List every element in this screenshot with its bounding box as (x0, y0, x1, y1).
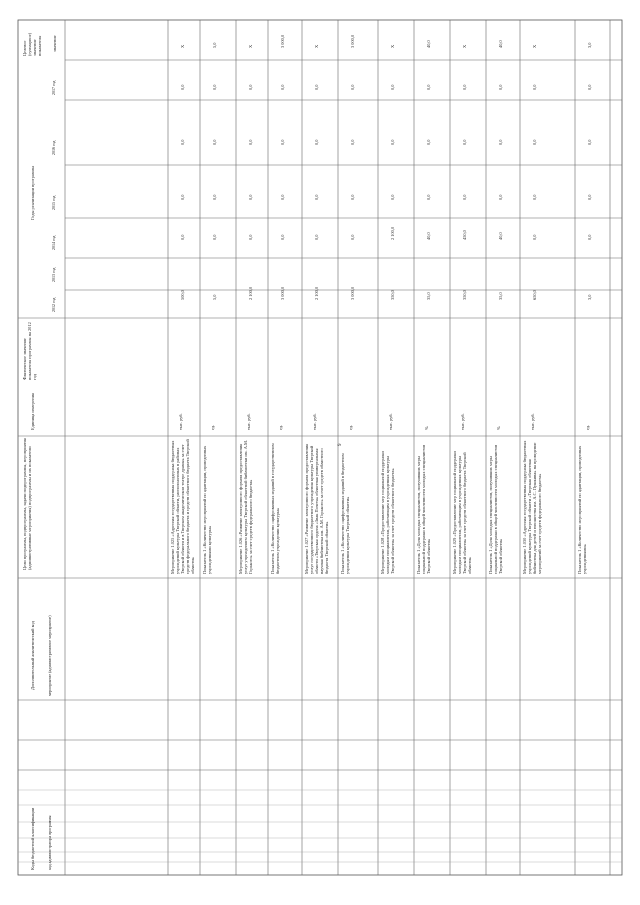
year-2017: 2017 год (51, 80, 56, 95)
table-row-value: 0,0 (212, 234, 217, 240)
table-row-text: Мероприятие 1.025 «Адресная государственная поддержка бюджетных учреждений культуры Тверской области, расположенных в районах Тверской области и в Тверском академическом театре драмы» за счет средств федерального бюджета и средств областного бюджета Тверской области» (170, 439, 196, 574)
table-row-target: 5,0 (212, 42, 217, 48)
table-row-text: Мероприятие 1.029 «Предоставление мер социальной поддержки молодым специалистам, работающим в учреждениях культуры Тверской области» за счет средств областного бюджета Тверской области» (452, 451, 473, 574)
table-row-value: 500,0 (180, 290, 185, 300)
table-row-target: Х (314, 44, 319, 48)
table-row-text: Показатель 1 «Количество оцифрованных изданий в бюджетном учреждении культуры Тверской области» (340, 453, 351, 574)
table-row-value: 0,0 (212, 84, 217, 90)
table-row-value: 0,0 (280, 139, 285, 145)
table-row-unit: ед. (210, 424, 215, 430)
table-row-value: 5,0 (212, 294, 217, 300)
table-row-value: 35,0 (498, 292, 503, 300)
table-row-value: 0,0 (532, 234, 537, 240)
table-row-value: 0,0 (390, 194, 395, 200)
table-row-value: 0,0 (426, 84, 431, 90)
year-2012: 2012 год (51, 297, 56, 312)
table-row-unit: % (496, 426, 501, 430)
table-row-value: 0,0 (280, 234, 285, 240)
table-row-value: 0,0 (280, 194, 285, 200)
table-row-value: 2 100,0 (390, 226, 395, 240)
table-row-target: 3,0 (587, 42, 592, 48)
table-row-value: 350,0 (462, 290, 467, 300)
table-row-target: Х (532, 44, 537, 48)
table-row-value: 0,0 (462, 194, 467, 200)
table-row-value: 0,0 (498, 194, 503, 200)
table-row-value: 0,0 (587, 234, 592, 240)
table-row-unit: тыс. руб. (388, 413, 393, 430)
table-row-value: 0,0 (248, 194, 253, 200)
table-row-text: Мероприятие 1.027 «Развитие электронного формата предоставления услуг государственного бюджетного учреждения культуры Тверской области «Тверская ордена «Знак Почета» областная универсальная научная библиотека им. А.М. Горького» за счет средств областного бюджета Тверской области» (304, 443, 330, 574)
table-row-value: 35,0 (426, 292, 431, 300)
table-row-value: 0,0 (314, 194, 319, 200)
table-row-value: 0,0 (587, 139, 592, 145)
table-row-unit: тыс. руб. (246, 413, 251, 430)
table-row-value: 40,0 (426, 232, 431, 240)
table-row-text: Показатель 1 «Доля молодых специалистов, получивших меры социальной поддержки в общей численности молодых специалистов Тверской области» (416, 444, 432, 574)
table-row-value: 0,0 (248, 139, 253, 145)
header-measure: мероприятие (административное мероприятие) (47, 615, 52, 696)
table-row-target: Х (390, 44, 395, 48)
table-row-value: 0,0 (212, 194, 217, 200)
table-row-value: 450,0 (462, 230, 467, 240)
page-number: 9 (338, 443, 343, 446)
table-row-value: 0,0 (390, 84, 395, 90)
table-row-value: 40,0 (498, 232, 503, 240)
table-row-value: 0,0 (462, 84, 467, 90)
table-row-value: 0,0 (180, 139, 185, 145)
table-row-value: 0,0 (212, 139, 217, 145)
table-row-target: 40,0 (498, 40, 503, 48)
table-row-value: 0,0 (532, 139, 537, 145)
table-row-value: 650,0 (532, 290, 537, 300)
table-row-value: 0,0 (180, 84, 185, 90)
table-row-value: 0,0 (314, 234, 319, 240)
table-row-value: 350,0 (390, 290, 395, 300)
table-row-text: Мероприятие 1.028 «Предоставление мер социальной поддержки молодым специалистам, работающим в учреждениях культуры Тверской области» за счет средств областного бюджета» (380, 451, 396, 574)
table-row-value: 0,0 (248, 84, 253, 90)
table-row-value: 0,0 (314, 84, 319, 90)
table-row-value: 0,0 (180, 234, 185, 240)
table-row-value: 0,0 (350, 139, 355, 145)
table-row-target: Х (180, 44, 185, 48)
table-row-value: 0,0 (248, 234, 253, 240)
table-row-value: 2 100,0 (314, 286, 319, 300)
table-row-text: Показатель 1 «Количество мероприятий по адаптации, проведенных учреждениями» (577, 445, 588, 574)
header-budget-classification: Коды бюджетной классификации (30, 807, 35, 870)
header-fact-2012: Фактическое значение показателя программы на 2012 год (22, 322, 38, 380)
table-row-value: 0,0 (462, 139, 467, 145)
table-row-unit: ед. (278, 424, 283, 430)
table-row-target: Х (248, 44, 253, 48)
table-row-value: 0,0 (498, 84, 503, 90)
table-row-value: 0,0 (532, 84, 537, 90)
table-row-text: Мероприятие 1.030 «Адресная государственная поддержка бюджетных учреждений культуры Тверской области «Тверская областная библиотека для детей и юношества им. А.С. Пушкина» на проведение мероприятий за счет средств федерального бюджета» (522, 440, 543, 574)
header-program-classifier: Дополнительный аналитический код (30, 621, 35, 690)
header-target-value: значение (52, 35, 57, 52)
table-row-value: 0,0 (314, 139, 319, 145)
table-row-value: 0,0 (180, 194, 185, 200)
table-row-value: 0,0 (532, 194, 537, 200)
header-target: Целевое (суммарное) значение показателя (22, 32, 43, 56)
table-row-value: 0,0 (390, 139, 395, 145)
header-admin-code: код администратора программы (47, 815, 52, 870)
table-row-target: 3 000,0 (280, 34, 285, 48)
table-row-value: 3 000,0 (280, 286, 285, 300)
table-row-target: Х (462, 44, 467, 48)
table-row-value: 3,0 (587, 294, 592, 300)
year-2015: 2015 год (51, 195, 56, 210)
table-row-unit: ед. (348, 424, 353, 430)
table-row-value: 0,0 (350, 234, 355, 240)
table-row-value: 0,0 (350, 194, 355, 200)
table-row-value: 0,0 (350, 84, 355, 90)
year-2014: 2014 год (51, 235, 56, 250)
table-row-value: 0,0 (426, 139, 431, 145)
year-2013: 2013 год (51, 267, 56, 282)
table-row-target: 40,0 (426, 40, 431, 48)
table-row-value: 3 000,0 (350, 286, 355, 300)
table-row-unit: тыс. руб. (312, 413, 317, 430)
table-row-text: Показатель 1 «Количество оцифрованных изданий в государственном бюджетном учреждении культуры» (270, 443, 281, 574)
table-row-unit: % (424, 426, 429, 430)
table-row-target: 3 000,0 (350, 34, 355, 48)
header-unit: Единица измерения (30, 393, 35, 430)
table-row-value: 0,0 (587, 194, 592, 200)
table-row-text: Мероприятие 1.026 «Развитие электронного формата предоставления услуг учреждением культуры Тверской областной библиотеки им. А.М. Горького» за счет средств федерального бюджета» (238, 439, 254, 574)
table-row-value: 0,0 (280, 84, 285, 90)
table-row-value: 2 100,0 (248, 286, 253, 300)
table-row-value: 0,0 (426, 194, 431, 200)
table-row-unit: тыс. руб. (460, 413, 465, 430)
table-row-text: Показатель 1 «Доля молодых специалистов, получивших меры социальной поддержки в общей численности молодых специалистов Тверской области» (488, 444, 504, 574)
table-row-unit: ед. (585, 424, 590, 430)
table-row-text: Показатель 1 «Количество мероприятий по адаптации, проведенных учреждениями культуры» (202, 445, 213, 574)
table-row-value: 0,0 (498, 139, 503, 145)
header-name: Цели программы, подпрограммы, задачи подпрограммы, мероприятия (административные мероприятия) подпрограммы и их показатели (22, 438, 33, 570)
year-2016: 2016 год (51, 140, 56, 155)
table-row-value: 0,0 (587, 84, 592, 90)
table-row-unit: тыс. руб. (530, 413, 535, 430)
header-years: Годы реализации программы (30, 165, 35, 220)
table-row-unit: тыс. руб. (178, 413, 183, 430)
